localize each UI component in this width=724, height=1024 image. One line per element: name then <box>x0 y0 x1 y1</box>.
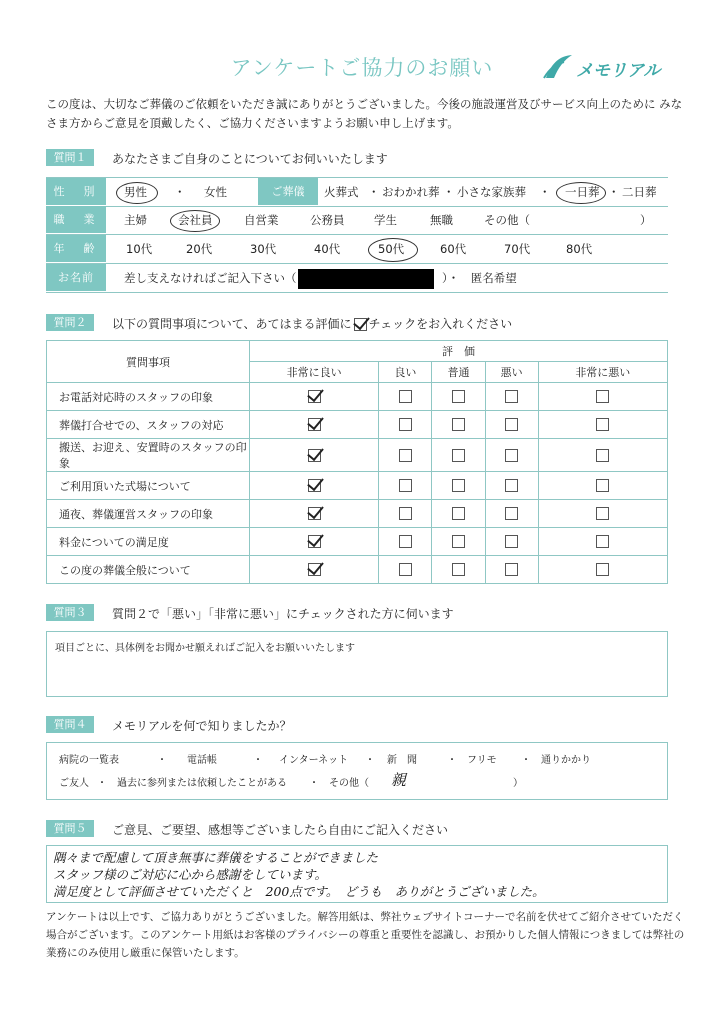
rating-cell <box>379 411 432 439</box>
rating-checkbox[interactable] <box>452 418 465 431</box>
rating-cell <box>538 383 667 411</box>
rating-checkbox[interactable] <box>596 418 609 431</box>
q5-handwritten-line: 満足度として評価させていただくと 200点です。 どうも ありがとうございました。 <box>53 884 545 899</box>
eval-column-header: 非常に良い <box>250 362 379 383</box>
q3-answer-box[interactable] <box>46 631 668 697</box>
question-item: 通夜、葬儀運営スタッフの印象 <box>47 500 250 528</box>
redacted-name <box>298 269 434 289</box>
q4-options-box: 病院の一覧表 ・ 電話帳 ・ インターネット ・ 新 聞 ・ フリモ ・ 通りかかり ご友人 ・ 過去に参列または依頼したことがある ・ その他（ 親 ） <box>46 742 668 800</box>
q4-label: 質問４ <box>46 716 94 733</box>
q2-label: 質問２ <box>46 314 94 331</box>
funeral-owakare[interactable]: おわかれ葬 <box>382 185 440 199</box>
rating-cell <box>250 500 379 528</box>
funeral-ichinichisou[interactable]: 一日葬 <box>565 185 600 199</box>
q3-label: 質問３ <box>46 604 94 621</box>
rating-cell <box>432 411 485 439</box>
question-item: この度の葬儀全般について <box>47 556 250 584</box>
table-row <box>47 472 668 500</box>
q2-text <box>112 315 512 332</box>
job-row: 職 業 主婦 会社員 自営業 公務員 学生 無職 その他（ ） <box>46 206 668 235</box>
company-logo <box>542 52 668 84</box>
question-item: 葬儀打合せでの、スタッフの対応 <box>47 411 250 439</box>
job-unemployed[interactable]: 無職 <box>430 213 453 227</box>
logo-text: メモリアル <box>576 61 661 81</box>
q2-text-a: 以下の質問事項について、あてはまる評価に <box>112 317 352 331</box>
checkmark-icon <box>354 318 367 331</box>
rating-checkbox[interactable] <box>399 535 412 548</box>
page-title: アンケートご協力のお願い <box>230 56 494 80</box>
rating-cell <box>379 556 432 584</box>
selection-circle <box>170 210 220 232</box>
rating-checkbox[interactable] <box>452 535 465 548</box>
selection-circle <box>368 238 418 262</box>
eval-header: 評 価 <box>250 341 668 362</box>
job-civil-servant[interactable]: 公務員 <box>310 213 345 227</box>
q4-opt-friend[interactable]: ご友人 <box>59 778 89 789</box>
rating-cell <box>250 439 379 472</box>
q1-text: あなたさまご自身のことについてお伺いいたします <box>112 152 388 166</box>
rating-checkbox[interactable] <box>596 449 609 462</box>
q1-table <box>46 177 668 292</box>
rating-cell <box>485 528 538 556</box>
question-item: 搬送、お迎え、安置時のスタッフの印象 <box>47 439 250 472</box>
rating-cell <box>250 472 379 500</box>
question-item: 料金についての満足度 <box>47 528 250 556</box>
rating-checkbox[interactable] <box>596 563 609 576</box>
selection-circle <box>556 182 606 204</box>
q5-label: 質問５ <box>46 820 94 837</box>
table-row <box>47 383 668 411</box>
job-label: 職 業 <box>46 206 106 233</box>
rating-checkbox[interactable] <box>505 507 518 520</box>
rating-checkbox[interactable] <box>399 479 412 492</box>
item-header: 質問事項 <box>47 341 250 383</box>
rating-checkbox[interactable] <box>399 507 412 520</box>
rating-cell <box>538 411 667 439</box>
age-label: 年 齢 <box>46 235 106 262</box>
age-10s[interactable]: 10代 <box>126 242 153 256</box>
rating-cell <box>432 439 485 472</box>
q4-opt-past[interactable]: 過去に参列または依頼したことがある <box>117 778 287 789</box>
age-60s[interactable]: 60代 <box>440 242 467 256</box>
rating-cell <box>538 528 667 556</box>
eval-column-header: 悪い <box>485 362 538 383</box>
rating-cell <box>250 528 379 556</box>
job-student[interactable]: 学生 <box>374 213 397 227</box>
rating-checkbox[interactable] <box>308 390 321 403</box>
rating-cell <box>379 439 432 472</box>
age-30s[interactable]: 30代 <box>250 242 277 256</box>
q4-opt-phonebook[interactable]: 電話帳 <box>187 755 217 766</box>
rating-checkbox[interactable] <box>452 563 465 576</box>
age-70s[interactable]: 70代 <box>504 242 531 256</box>
rating-checkbox[interactable] <box>308 507 321 520</box>
rating-cell <box>379 383 432 411</box>
job-self-employed[interactable]: 自営業 <box>244 213 279 227</box>
name-prompt: 差し支えなければご記入下さい（ <box>124 271 297 285</box>
rating-cell <box>432 383 485 411</box>
rating-cell <box>250 411 379 439</box>
job-other[interactable]: その他（ <box>484 213 530 227</box>
rating-cell <box>485 411 538 439</box>
q5-text: ご意見、ご要望、感想等ございましたら自由にご記入ください <box>112 823 449 837</box>
evaluation-table <box>46 340 668 584</box>
rating-checkbox[interactable] <box>596 535 609 548</box>
q5-answer-box[interactable] <box>46 845 668 903</box>
q2-text-b: チェックをお入れください <box>368 317 513 331</box>
rating-cell <box>538 439 667 472</box>
q3-text: 質問２で「悪い」「非常に悪い」にチェックされた方に伺います <box>112 607 454 621</box>
funeral-futsukasou[interactable]: 二日葬 <box>622 185 657 199</box>
rating-checkbox[interactable] <box>452 507 465 520</box>
rating-cell <box>432 556 485 584</box>
gender-female[interactable]: 女性 <box>204 185 227 199</box>
rating-cell <box>250 556 379 584</box>
rating-checkbox[interactable] <box>399 563 412 576</box>
rating-checkbox[interactable] <box>452 449 465 462</box>
eval-column-header: 普通 <box>432 362 485 383</box>
name-label: お名前 <box>46 264 106 291</box>
rating-cell <box>379 528 432 556</box>
rating-checkbox[interactable] <box>399 449 412 462</box>
age-40s[interactable]: 40代 <box>314 242 341 256</box>
rating-checkbox[interactable] <box>505 563 518 576</box>
rating-checkbox[interactable] <box>452 479 465 492</box>
rating-checkbox[interactable] <box>505 479 518 492</box>
rating-checkbox[interactable] <box>308 535 321 548</box>
rating-cell <box>538 500 667 528</box>
q5-handwritten-line: 隅々まで配慮して頂き無事に葬儀をすることができました <box>53 850 379 865</box>
rating-cell <box>485 383 538 411</box>
eval-column-header: 非常に悪い <box>538 362 667 383</box>
rating-checkbox[interactable] <box>308 449 321 462</box>
table-row <box>47 500 668 528</box>
table-row <box>47 411 668 439</box>
rating-cell <box>538 472 667 500</box>
gender-male[interactable]: 男性 <box>124 185 147 199</box>
funeral-label: ご葬儀 <box>258 178 318 205</box>
q1-label: 質問１ <box>46 149 94 166</box>
question-item: ご利用頂いた式場について <box>47 472 250 500</box>
job-employee[interactable]: 会社員 <box>178 213 213 227</box>
question-item: お電話対応時のスタッフの印象 <box>47 383 250 411</box>
rating-checkbox[interactable] <box>505 535 518 548</box>
rating-cell <box>432 472 485 500</box>
rating-cell <box>379 500 432 528</box>
rating-checkbox[interactable] <box>308 563 321 576</box>
rating-cell <box>432 528 485 556</box>
rating-cell <box>485 500 538 528</box>
gender-row: 性 別 男性 ・ 女性 ご葬儀 火葬式 ・ おわかれ葬 ・ 小さな家族葬 ・ 一日葬 ・ 二日葬 <box>46 178 668 207</box>
rating-checkbox[interactable] <box>596 507 609 520</box>
eval-column-header: 良い <box>379 362 432 383</box>
q5-handwritten-line: スタッフ様のご対応に心から感謝をしています。 <box>53 867 328 882</box>
rating-cell <box>538 556 667 584</box>
q3-box-text: 項目ごとに、具体例をお聞かせ願えればご記入をお願いいたします <box>55 643 355 654</box>
table-row <box>47 556 668 584</box>
anonymous-option: ）・ 匿名希望 <box>442 271 517 285</box>
age-80s[interactable]: 80代 <box>566 242 593 256</box>
rating-cell <box>485 472 538 500</box>
name-row <box>46 264 668 293</box>
rating-cell <box>432 500 485 528</box>
q4-other-handwritten: 親 <box>391 771 407 789</box>
rating-checkbox[interactable] <box>399 390 412 403</box>
selection-circle <box>116 182 158 204</box>
rating-checkbox[interactable] <box>505 449 518 462</box>
rating-checkbox[interactable] <box>596 479 609 492</box>
q4-opt-other[interactable]: その他（ <box>329 778 369 789</box>
job-housewife[interactable]: 主婦 <box>124 213 147 227</box>
rating-cell <box>250 383 379 411</box>
rating-cell <box>379 472 432 500</box>
rating-checkbox[interactable] <box>505 418 518 431</box>
footer-note: アンケートは以上です、ご協力ありがとうございました。解答用紙は、弊社ウェブサイトコーナーで名前を伏せてご紹介させていただく場合がございます。このアンケート用紙はお客様のプライバシーの尊重と重要性を認識し、お預かりした個人情報につきましては弊社の業務にのみ使用し厳重に保管いたします。 <box>46 911 685 959</box>
funeral-kasoushiki[interactable]: 火葬式 <box>324 185 359 199</box>
rating-checkbox[interactable] <box>452 390 465 403</box>
gender-label: 性 別 <box>46 178 106 205</box>
rating-checkbox[interactable] <box>308 418 321 431</box>
age-50s[interactable]: 50代 <box>378 242 405 256</box>
funeral-kazokusou[interactable]: 小さな家族葬 <box>457 185 526 199</box>
q4-opt-passing[interactable]: 通りかかり <box>541 755 591 766</box>
age-row <box>46 235 668 264</box>
intro-text: この度は、大切なご葬儀のご依頼をいただき誠にありがとうございました。今後の施設運営及びサービス向上のために みなさま方からご意見を頂戴したく、ご協力くださいますようお願い申し上げます。 <box>46 97 683 130</box>
table-row <box>47 528 668 556</box>
q4-text: メモリアルを何で知りましたか？ <box>112 719 292 733</box>
q4-opt-hospital[interactable]: 病院の一覧表 <box>59 755 119 766</box>
rating-checkbox[interactable] <box>399 418 412 431</box>
rating-cell <box>485 439 538 472</box>
rating-checkbox[interactable] <box>505 390 518 403</box>
age-20s[interactable]: 20代 <box>186 242 213 256</box>
table-row <box>47 439 668 472</box>
rating-cell <box>485 556 538 584</box>
rating-checkbox[interactable] <box>596 390 609 403</box>
q4-opt-furimo[interactable]: フリモ <box>467 755 497 766</box>
q4-opt-newspaper[interactable]: 新 聞 <box>387 755 417 766</box>
q4-opt-internet[interactable]: インターネット <box>279 755 349 766</box>
rating-checkbox[interactable] <box>308 479 321 492</box>
logo-leaf-icon <box>542 52 576 82</box>
